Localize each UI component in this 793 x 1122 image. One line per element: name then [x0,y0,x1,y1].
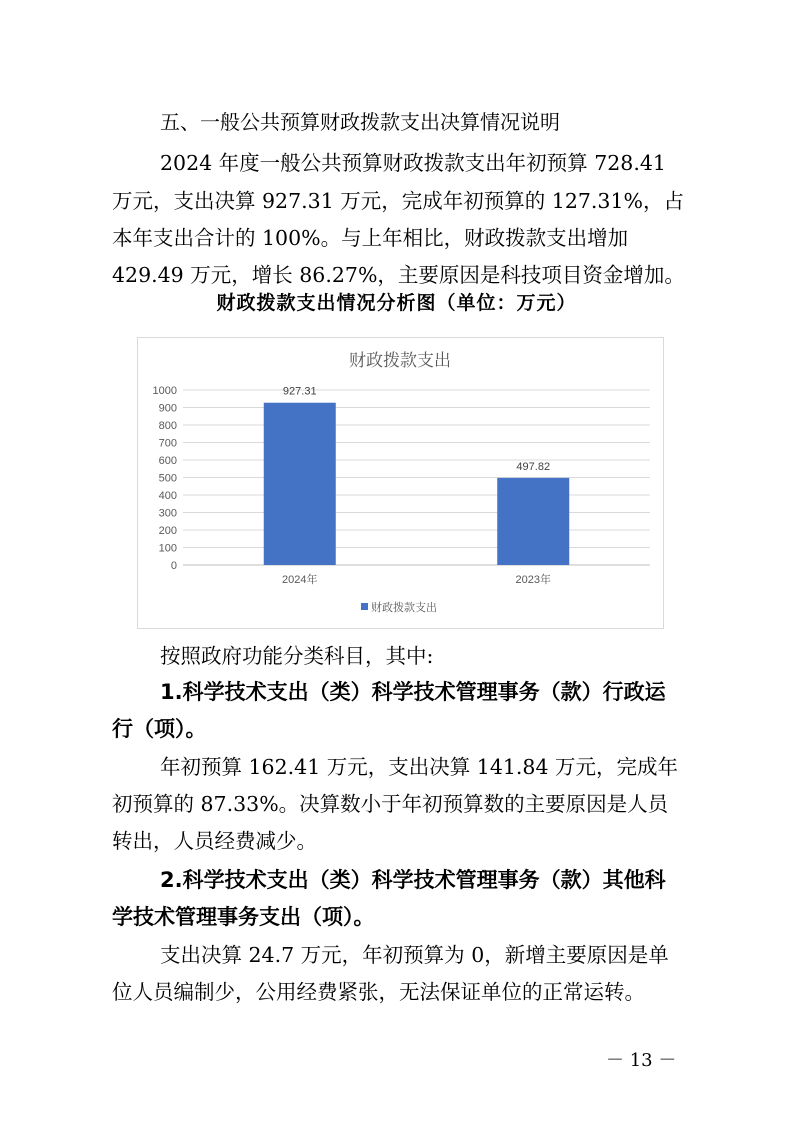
y-tick-label: 600 [158,455,177,467]
y-tick-label: 0 [170,560,177,572]
paragraph-line: 转出，人员经费减少。 [112,829,317,853]
y-tick-label: 300 [158,507,177,520]
section-heading: 五、一般公共预算财政拨款支出决算情况说明 [160,110,560,134]
y-tick-label: 800 [158,420,177,432]
page-number: － 13 － [606,1050,677,1071]
bar [264,403,336,565]
item2-title: 2.科学技术支出（类）科学技术管理事务（款）其他科 [160,868,666,892]
bar-chart [137,337,664,629]
paragraph-line: 位人员编制少，公用经费紧张，无法保证单位的正常运转。 [112,980,645,1004]
y-tick-label: 400 [158,490,177,502]
y-tick-label: 100 [158,542,177,555]
y-tick-label: 200 [158,525,177,537]
item1-title: 行（项）。 [112,717,207,741]
bar [497,478,569,565]
paragraph-text: 万元，支出决算 927.31 万元，完成年初预算的 127.31%，占 [112,189,684,213]
intro-text: 按照政府功能分类科目，其中: [160,644,434,668]
paragraph-line [112,184,684,214]
paragraph-line: 初预算的 87.33%。决算数小于年初预算数的主要原因是人员 [112,792,669,816]
item2-title: 学技术管理事务支出（项）。 [112,905,375,929]
y-tick-label: 700 [158,437,177,450]
chart-title: 财政拨款支出 [349,351,451,370]
paragraph-line: 年初预算 162.41 万元，支出决算 141.84 万元，完成年 [160,755,679,779]
paragraph-line: 2024 年度一般公共预算财政拨款支出年初预算 728.41 [160,151,666,175]
x-tick-label: 2023年 [515,574,551,586]
chart-caption: 财政拨款支出情况分析图（单位：万元） [216,292,577,314]
y-tick-label: 1000 [152,385,177,397]
x-tick-label: 2024年 [282,574,318,586]
data-label: 497.82 [516,460,551,473]
y-tick-label: 900 [158,402,177,415]
legend-label: 财政拨款支出 [371,602,437,614]
legend-swatch [361,603,368,610]
y-tick-label: 500 [158,472,177,485]
item1-title: 1.科学技术支出（类）科学技术管理事务（款）行政运 [160,680,666,704]
data-label: 927.31 [282,385,317,398]
paragraph-line: 429.49 万元，增长 86.27%，主要原因是科技项目资金增加。 [112,263,685,287]
paragraph-line: 本年支出合计的 100%。与上年相比，财政拨款支出增加 [112,226,629,250]
paragraph-line: 支出决算 24.7 万元，年初预算为 0，新增主要原因是单 [160,943,669,967]
chart-canvas [138,338,663,628]
